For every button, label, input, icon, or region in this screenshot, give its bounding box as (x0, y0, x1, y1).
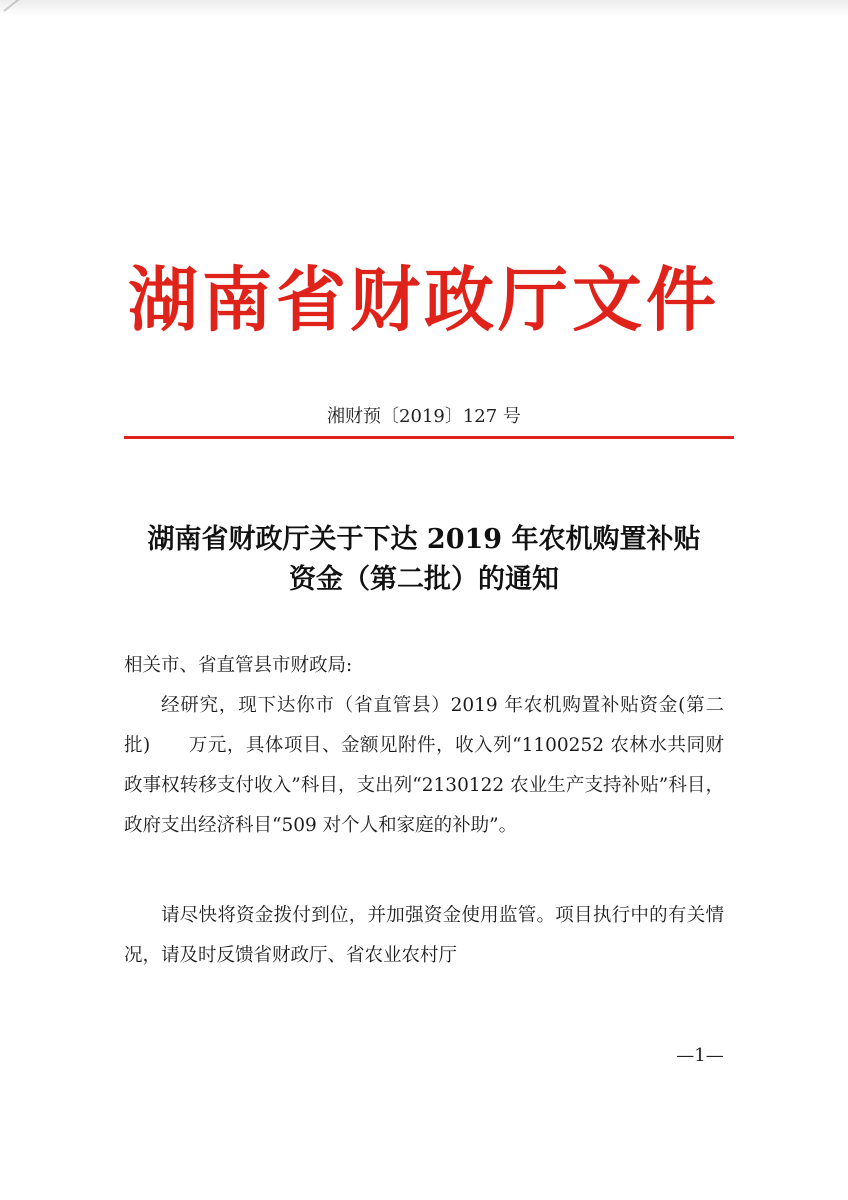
notice-title-line-2: 资金（第二批）的通知 (289, 564, 559, 595)
notice-title (100, 520, 748, 600)
scan-artifact (0, 0, 848, 16)
notice-title-line-1: 湖南省财政厅关于下达 2019 年农机购置补贴 (147, 524, 701, 555)
document-number: 湘财预〔2019〕127 号 (327, 406, 521, 427)
red-header-title: 湖南省财政厅文件 (128, 259, 720, 341)
page-number: —1— (676, 1045, 724, 1066)
body-paragraph-2: 请尽快将资金拨付到位，并加强资金使用监管。项目执行中的有关情况，请及时反馈省财政厅、省农业农村厅 (124, 905, 724, 966)
body-paragraph-1: 经研究，现下达你市（省直管县）2019 年农机购置补贴资金(第二批) 万元，具体项目、金额见附件，收入列“1100252 农林水共同财政事权转移支付收入”科目，支出列“2130122 农业生产支持补贴”科目，政府支出经济科目“509 对个人和家庭的补助”。 (124, 695, 724, 836)
red-divider-line (124, 436, 734, 439)
salutation: 相关市、省直管县市财政局: (124, 655, 353, 676)
